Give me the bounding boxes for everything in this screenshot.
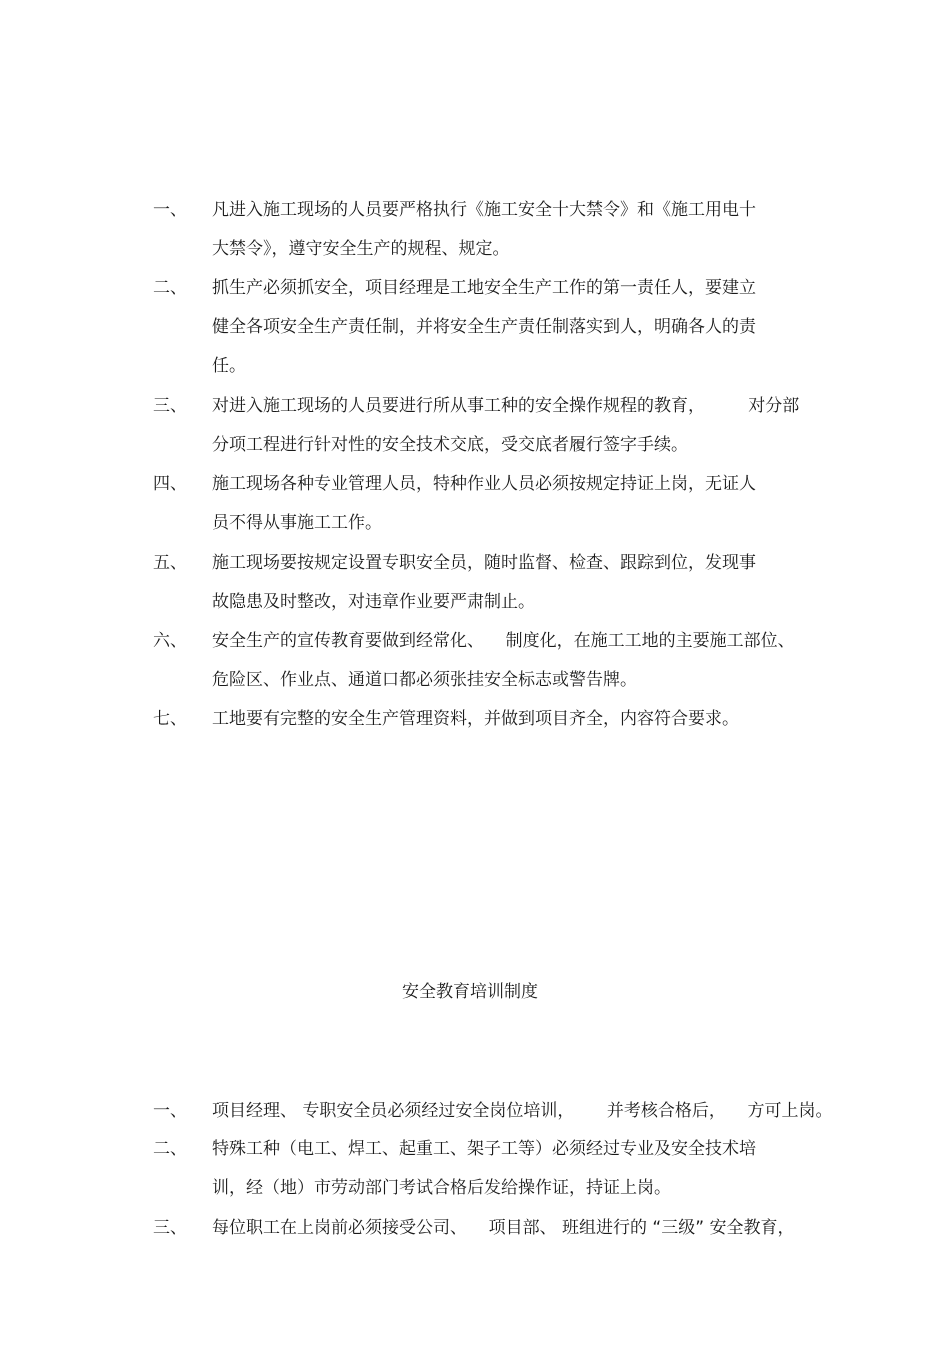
- item-text-line: 安全生产的宣传教育要做到经常化、 制度化，在施工工地的主要施工部位、: [212, 631, 795, 651]
- item-text-line: 故隐患及时整改，对违章作业要严肃制止。: [212, 592, 535, 612]
- item-number: 三、: [153, 1218, 187, 1238]
- item-text-line: 员不得从事施工工作。: [212, 513, 382, 533]
- item-number: 一、: [153, 1101, 187, 1121]
- item-number: 一、: [153, 200, 187, 220]
- item-number: 六、: [153, 631, 187, 651]
- item-text-line: 工地要有完整的安全生产管理资料，并做到项目齐全，内容符合要求。: [212, 709, 739, 729]
- item-text-line: 分项工程进行针对性的安全技术交底，受交底者履行签字手续。: [212, 435, 688, 455]
- item-number: 七、: [153, 709, 187, 729]
- item-number: 三、: [153, 396, 187, 416]
- item-number: 四、: [153, 474, 187, 494]
- item-text-line: 项目经理、 专职安全员必须经过安全岗位培训， 并考核合格后， 方可上岗。: [212, 1101, 833, 1121]
- item-number: 二、: [153, 278, 187, 298]
- item-text-line: 抓生产必须抓安全，项目经理是工地安全生产工作的第一责任人，要建立: [212, 278, 756, 298]
- item-text-line: 施工现场要按规定设置专职安全员，随时监督、检查、跟踪到位，发现事: [212, 553, 756, 573]
- item-text-line: 健全各项安全生产责任制，并将安全生产责任制落实到人，明确各人的责: [212, 317, 756, 337]
- item-text-line: 凡进入施工现场的人员要严格执行《施工安全十大禁令》和《施工用电十: [212, 200, 756, 220]
- item-number: 五、: [153, 553, 187, 573]
- item-text-line: 对进入施工现场的人员要进行所从事工种的安全操作规程的教育， 对分部: [212, 396, 800, 416]
- item-text-line: 训，经（地）市劳动部门考试合格后发给操作证，持证上岗。: [212, 1178, 671, 1198]
- item-text-line: 任。: [212, 356, 246, 376]
- item-text-line: 大禁令》，遵守安全生产的规程、规定。: [212, 239, 510, 259]
- section-title: 安全教育培训制度: [402, 982, 538, 1002]
- item-text-line: 每位职工在上岗前必须接受公司、 项目部、 班组进行的 “三级” 安全教育，: [212, 1218, 795, 1238]
- item-number: 二、: [153, 1139, 187, 1159]
- item-text-line: 施工现场各种专业管理人员，特种作业人员必须按规定持证上岗，无证人: [212, 474, 756, 494]
- item-text-line: 危险区、作业点、通道口都必须张挂安全标志或警告牌。: [212, 670, 637, 690]
- item-text-line: 特殊工种（电工、焊工、起重工、架子工等）必须经过专业及安全技术培: [212, 1139, 756, 1159]
